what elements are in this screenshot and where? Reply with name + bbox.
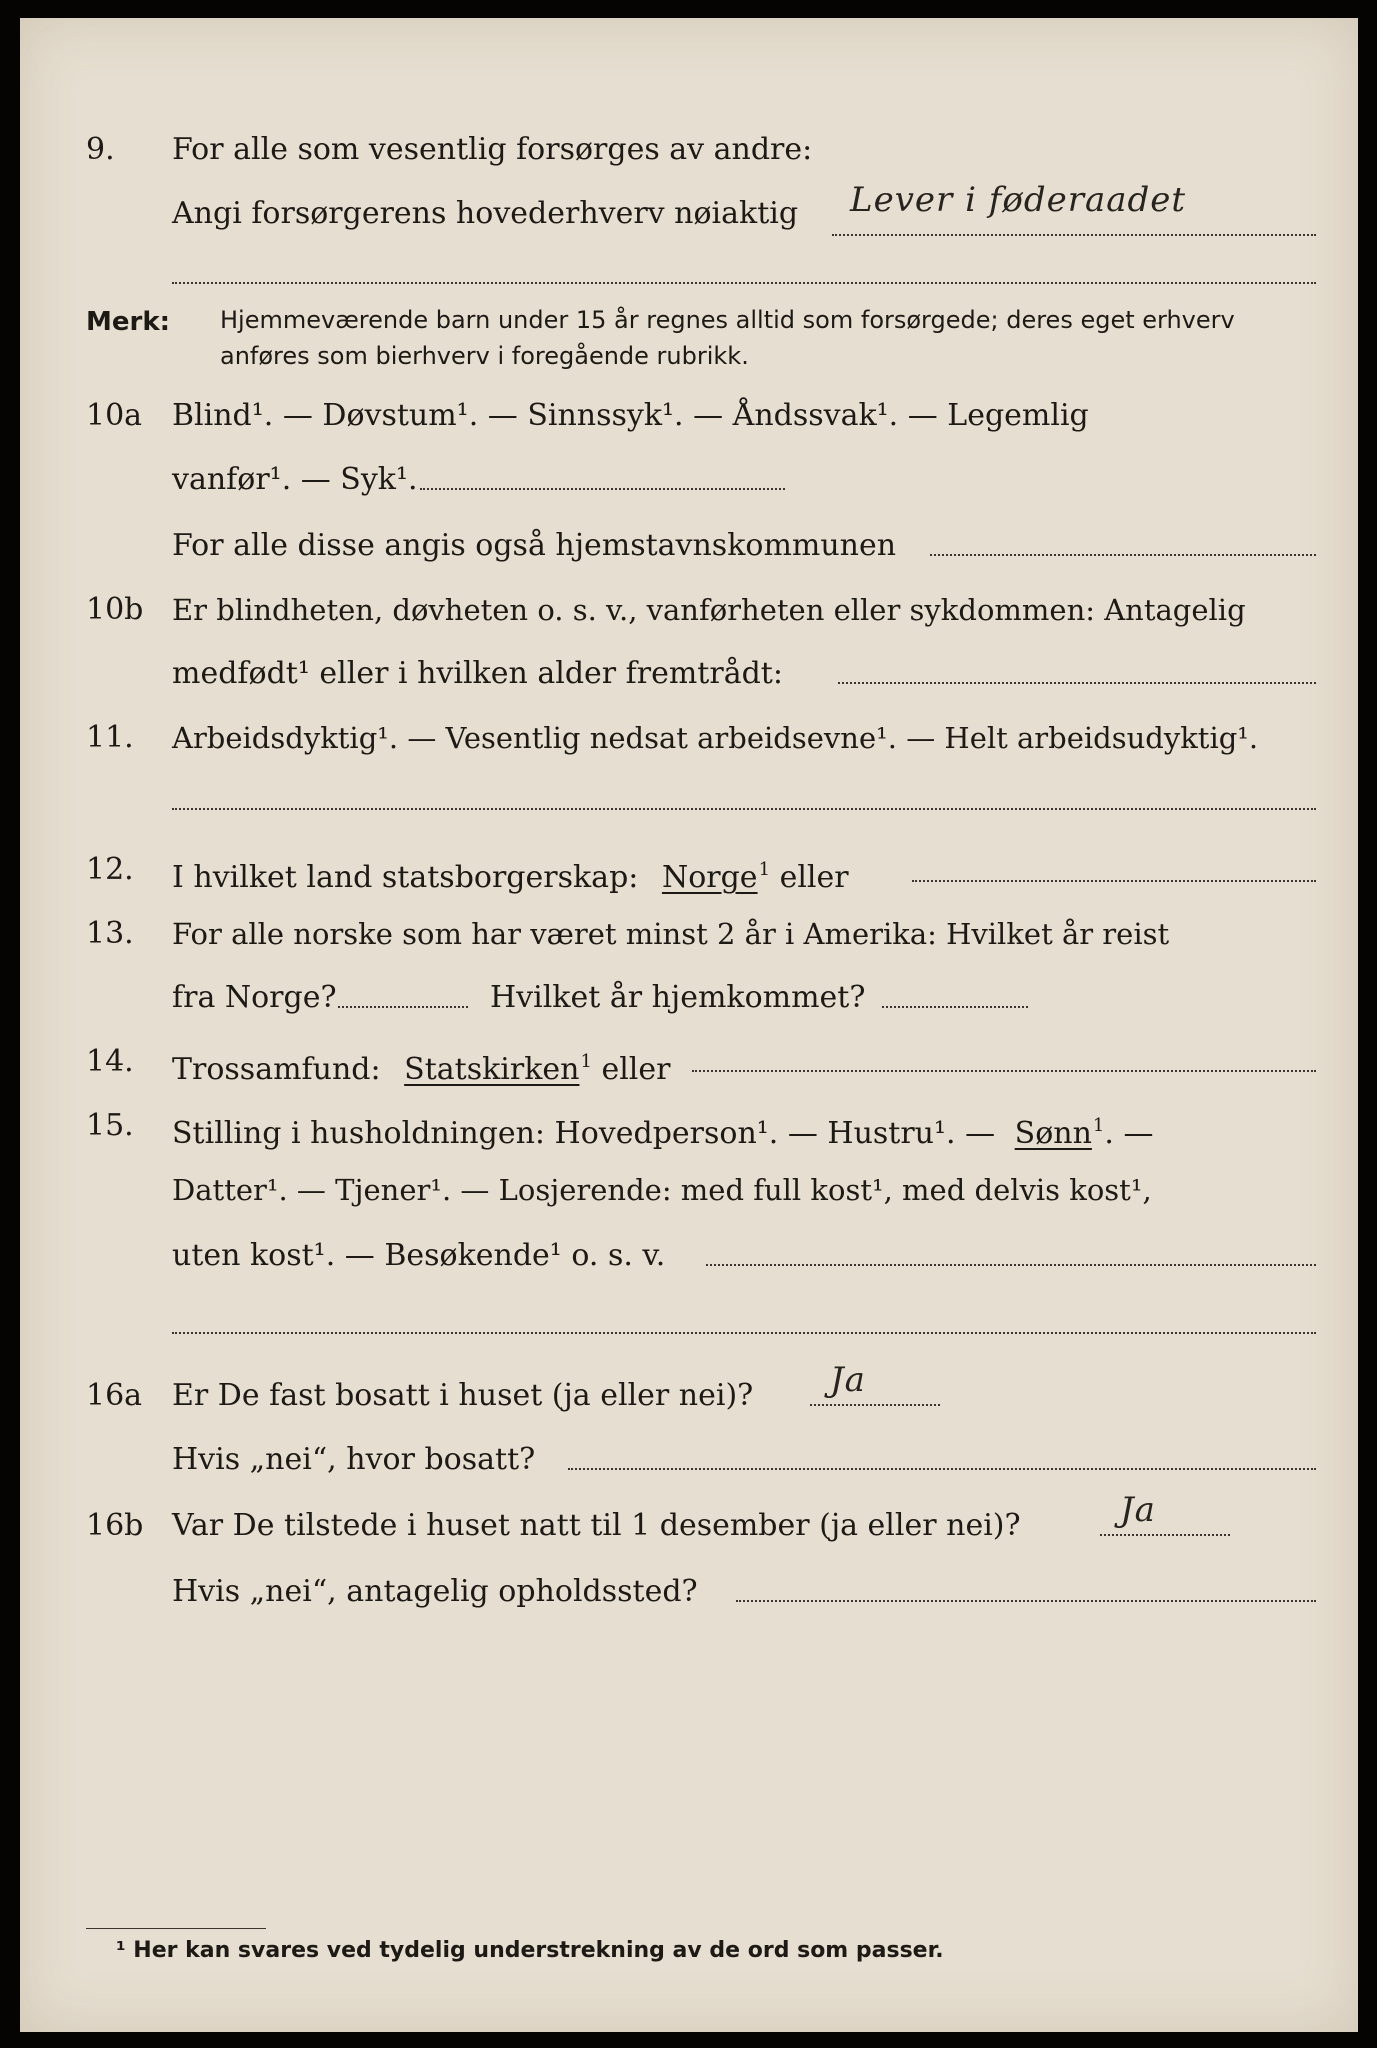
question-9-row-2 — [20, 180, 1358, 254]
answer-dotted-line — [172, 1332, 1316, 1334]
question-text: Hvis „nei“, antagelig opholdssted? — [172, 1574, 698, 1609]
question-text — [172, 850, 849, 898]
question-15-row-3 — [20, 1236, 1358, 1296]
question-13-row-2 — [20, 978, 1358, 1038]
answer-dotted-line — [172, 808, 1316, 810]
question-number: 15. — [86, 1108, 134, 1143]
question-number: 12. — [86, 852, 134, 887]
question-text: medfødt¹ eller i hvilken alder fremtrådt: — [172, 656, 783, 691]
underlined-answer-sonn: Sønn — [1014, 1116, 1092, 1151]
question-number: 11. — [86, 720, 134, 755]
footnote-text: ¹ Her kan svares ved tydelig understrekning av de ord som passer. — [116, 1938, 944, 1963]
question-text: For alle som vesentlig forsørges av andre: — [172, 132, 813, 167]
question-16a-row-2 — [20, 1440, 1358, 1500]
question-14-row — [20, 1042, 1358, 1102]
question-text: Blind¹. — Døvstum¹. — Sinnssyk¹. — Åndssvak¹. — Legemlig — [172, 398, 1089, 433]
underlined-answer-norge: Norge — [661, 860, 758, 895]
question-16a-row-1 — [20, 1360, 1358, 1436]
question-number: 14. — [86, 1044, 134, 1079]
answer-dotted-line — [912, 880, 1316, 882]
question-text: Er De fast bosatt i huset (ja eller nei)? — [172, 1378, 754, 1413]
question-number: 10b — [86, 592, 144, 627]
census-form-page — [20, 18, 1358, 2032]
question-10b-row-2 — [20, 654, 1358, 714]
question-15-row-2 — [20, 1170, 1358, 1230]
question-number: 10a — [86, 398, 143, 433]
merk-label: Merk: — [86, 307, 171, 337]
answer-dotted-line — [838, 682, 1316, 684]
question-number: 16a — [86, 1378, 143, 1413]
question-number: 9. — [86, 132, 115, 167]
answer-dotted-line — [706, 1264, 1316, 1266]
question-text-post: eller — [779, 860, 849, 895]
question-text: Var De tilstede i huset natt til 1 desember (ja eller nei)? — [172, 1508, 1021, 1543]
question-text-pre: Stilling i husholdningen: Hovedperson¹. — Hustru¹. — — [172, 1116, 996, 1151]
question-10a-row-3 — [20, 526, 1358, 586]
answer-dotted-line — [568, 1468, 1316, 1470]
question-text — [172, 1042, 671, 1090]
answer-dotted-line — [736, 1600, 1316, 1602]
footnote-marker: 1 — [1092, 1115, 1105, 1136]
question-text: vanfør¹. — Syk¹. — [172, 462, 418, 497]
question-text-post: — — [1123, 1116, 1154, 1151]
answer-dotted-line — [882, 1006, 1028, 1008]
question-text: Er blindheten, døvheten o. s. v., vanførheten eller sykdommen: Antagelig — [172, 593, 1246, 627]
answer-dotted-line — [420, 488, 785, 490]
question-text-post: eller — [601, 1052, 671, 1087]
question-15-row-1 — [20, 1106, 1358, 1166]
answer-dotted-line — [832, 234, 1316, 236]
answer-dotted-line — [810, 1404, 940, 1406]
question-text: Hvilket år hjemkommet? — [490, 980, 866, 1015]
answer-dotted-line — [1100, 1534, 1230, 1536]
question-text-pre: Trossamfund: — [172, 1052, 381, 1087]
question-text: Arbeidsdyktig¹. — Vesentlig nedsat arbeidsevne¹. — Helt arbeidsudyktig¹. — [172, 721, 1259, 755]
question-10a-row-1 — [20, 396, 1358, 456]
merk-note-row-2 — [20, 338, 1358, 398]
question-text: Datter¹. — Tjener¹. — Losjerende: med full kost¹, med delvis kost¹, — [172, 1173, 1152, 1207]
question-10b-row-1 — [20, 590, 1358, 650]
handwritten-answer: Lever i føderaadet — [850, 180, 1187, 220]
question-number: 13. — [86, 916, 134, 951]
question-text: fra Norge? — [172, 980, 337, 1015]
handwritten-answer: Ja — [1120, 1490, 1156, 1530]
answer-dotted-line — [172, 282, 1316, 284]
footnote-marker: 1 — [758, 859, 771, 880]
question-text: Stilling i husholdningen: Hovedperson¹. — Hustru¹. — Sønn$^1$. — — [172, 1115, 1154, 1151]
handwritten-answer: Ja — [830, 1360, 866, 1400]
question-text: uten kost¹. — Besøkende¹ o. s. v. — [172, 1238, 666, 1273]
question-text-pre: I hvilket land statsborgerskap: — [172, 860, 639, 895]
answer-dotted-line — [338, 1006, 468, 1008]
question-text: For alle disse angis også hjemstavnskommunen — [172, 528, 897, 563]
answer-dotted-line — [930, 554, 1316, 556]
question-13-row-1 — [20, 914, 1358, 974]
footnote-rule — [86, 1928, 266, 1929]
footnote-marker: 1 — [580, 1051, 592, 1072]
merk-text: Hjemmeværende barn under 15 år regnes alltid som forsørgede; deres eget erhverv — [220, 306, 1235, 334]
merk-text: anføres som bierhverv i foregående rubrikk. — [220, 342, 749, 370]
question-11-row — [20, 718, 1358, 778]
question-text: For alle norske som har været minst 2 år i Amerika: Hvilket år reist — [172, 917, 1170, 951]
underlined-answer-statskirken: Statskirken — [404, 1052, 580, 1087]
question-16b-row-1 — [20, 1490, 1358, 1566]
question-10a-row-2 — [20, 460, 1358, 520]
question-number: 16b — [86, 1508, 144, 1543]
question-text: Hvis „nei“, hvor bosatt? — [172, 1442, 536, 1477]
answer-dotted-line — [692, 1070, 1316, 1072]
question-16b-row-2 — [20, 1572, 1358, 1632]
question-text: Angi forsørgerens hovederhverv nøiaktig — [172, 196, 799, 231]
